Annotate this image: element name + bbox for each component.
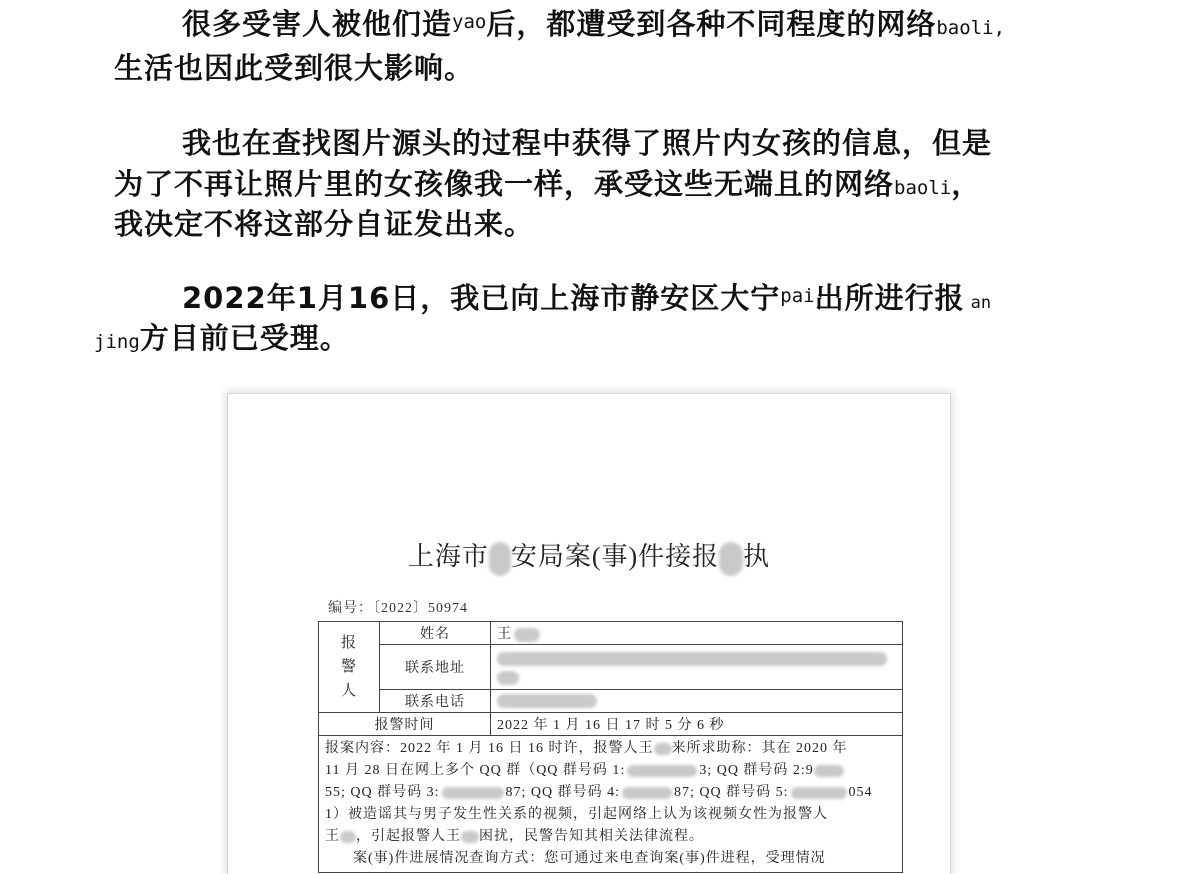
receipt-title: 上海市 安局案(事)件接报 执 <box>228 536 950 576</box>
redaction-blur <box>497 671 519 685</box>
redaction-blur <box>814 765 844 777</box>
phone-value <box>491 690 903 713</box>
redaction-blur <box>654 743 672 755</box>
content-line: 案(事)件进展情况查询方式：您可通过来电查询案(事)件进程，受理情况 <box>353 851 826 866</box>
address-label: 联系地址 <box>380 645 491 690</box>
redaction-blur <box>442 787 504 799</box>
reporter-label: 报 警 人 <box>319 622 380 713</box>
redaction-blur <box>514 628 540 642</box>
redaction-blur <box>340 831 356 843</box>
redaction-blur <box>622 787 672 799</box>
content-line: 11 月 28 日在网上多个 QQ 群（QQ 群号码 1: 3; QQ 群号码 2:9 <box>325 760 896 782</box>
content-line: 55; QQ 群号码 3: 87; QQ 群号码 4: 87; QQ 群号码 5: 054 <box>325 785 873 800</box>
paragraph-2-line-1: 我也在查找图片源头的过程中获得了照片内女孩的信息，但是 <box>182 126 993 160</box>
paragraph-2-line-3: 我决定不将这部分自证发出来。 <box>114 207 535 241</box>
receipt-table <box>318 621 903 873</box>
receipt-number: 编号：〔2022〕50974 <box>328 601 468 616</box>
content-line: 报案内容：2022 年 1 月 16 日 16 时许，报警人王 来所求助称：其在 2020 年 <box>325 741 848 756</box>
content-line: 1）被造谣其与男子发生性关系的视频，引起网络上认为该视频女性为报警人 <box>325 807 828 822</box>
redaction-blur <box>719 542 743 576</box>
redaction-blur <box>497 652 887 666</box>
paragraph-3-line-2: jing方目前已受理。 <box>94 321 350 355</box>
paragraph-2-line-2: 为了不再让照片里的女孩像我一样，承受这些无端且的网络baoli， <box>114 167 982 201</box>
redaction-blur <box>497 694 597 708</box>
paragraph-1-line-1: 很多受害人被他们造$^{yao}$后，都遭受到各种不同程度的网络baoli, <box>182 7 1006 41</box>
paragraph-1-line-2: 生活也因此受到很大影响。 <box>114 51 475 85</box>
redaction-blur <box>461 831 479 843</box>
redaction-blur <box>489 542 511 576</box>
case-receipt-scan <box>228 394 950 874</box>
redaction-blur <box>791 787 847 799</box>
name-label: 姓名 <box>380 622 491 645</box>
phone-label: 联系电话 <box>380 690 491 713</box>
name-value: 王 <box>491 622 903 645</box>
report-time-label: 报警时间 <box>319 713 491 736</box>
content-line: 王 ，引起报警人王 困扰，民警告知其相关法律流程。 <box>325 829 704 844</box>
report-time-value: 2022 年 1 月 16 日 17 时 5 分 6 秒 <box>491 713 903 736</box>
report-content <box>319 736 903 873</box>
address-value <box>491 645 903 690</box>
paragraph-3-line-1: 2022年1月16日，我已向上海市静安区大宁$^{pai}$出所进行报 an <box>182 281 992 315</box>
redaction-blur <box>627 765 697 777</box>
